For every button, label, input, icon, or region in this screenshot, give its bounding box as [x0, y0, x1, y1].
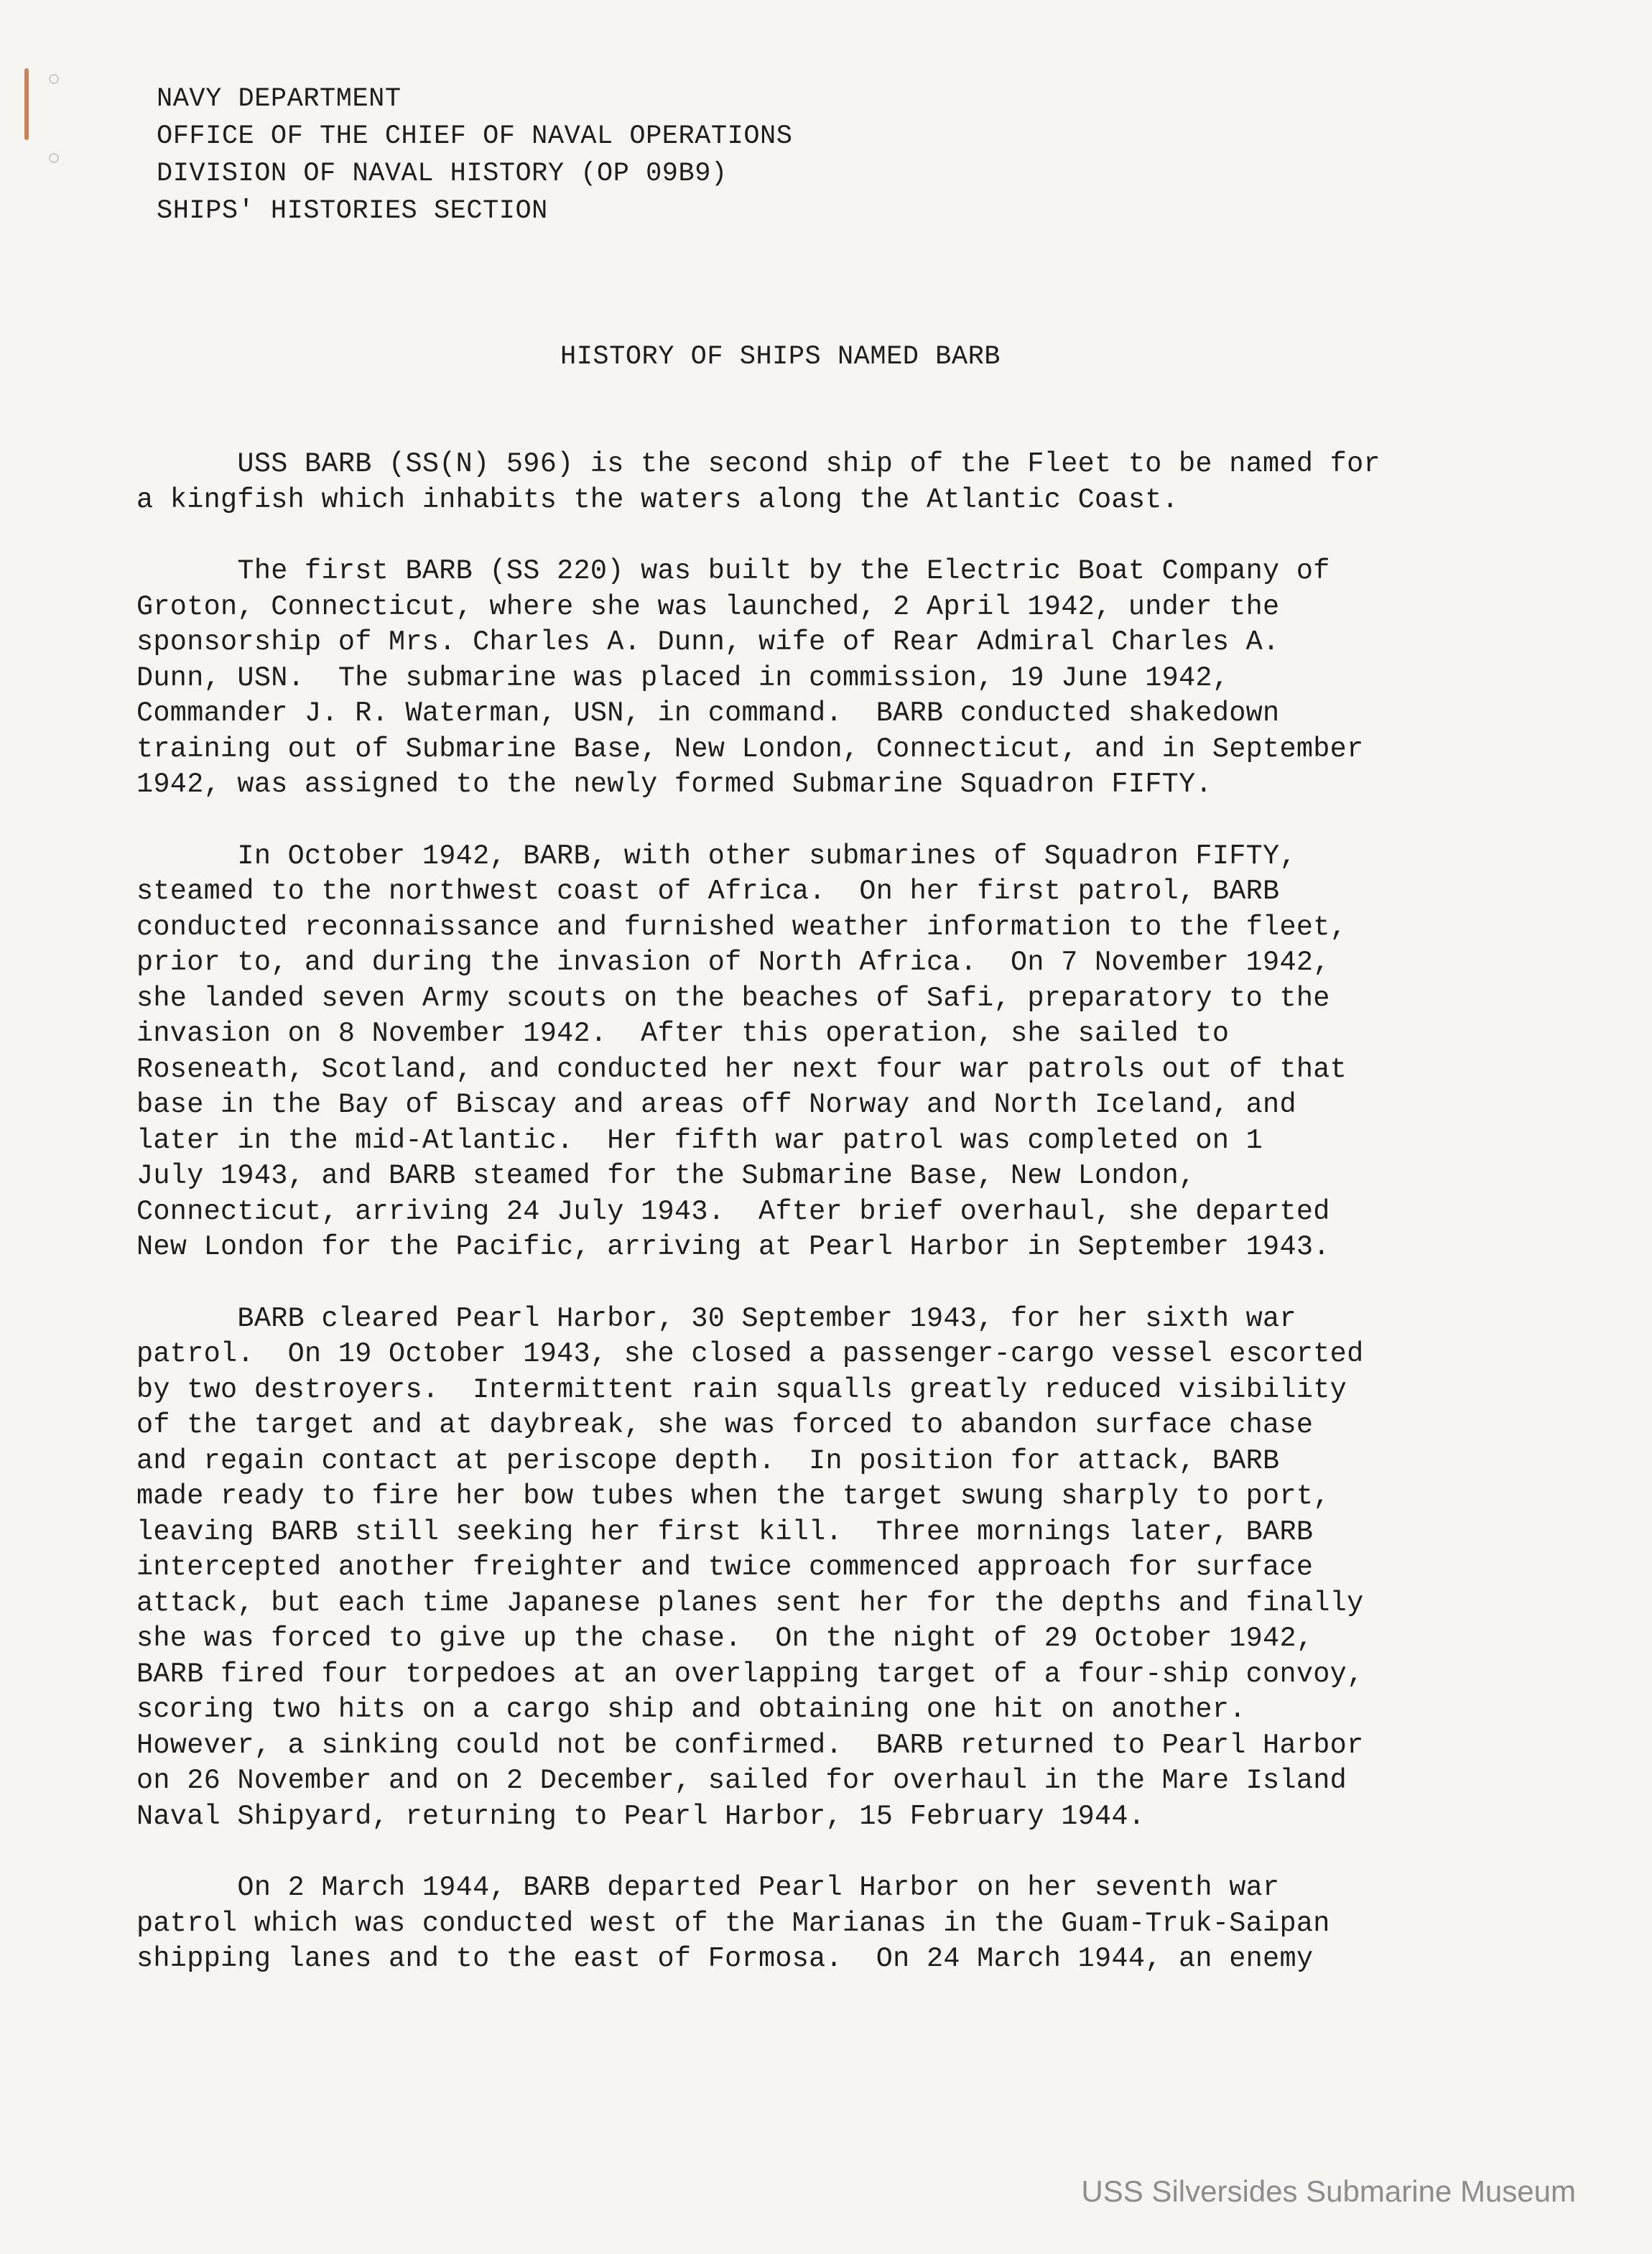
text-line: BARB fired four torpedoes at an overlapping target of a four-ship convoy, — [136, 1658, 1364, 1690]
staple-hole — [49, 153, 59, 163]
text-line: Naval Shipyard, returning to Pearl Harbor, 15 February 1944. — [136, 1800, 1146, 1832]
text-line: a kingfish which inhabits the waters along the Atlantic Coast. — [136, 483, 1179, 516]
letterhead-line: OFFICE OF THE CHIEF OF NAVAL OPERATIONS — [157, 121, 793, 152]
letterhead-line: DIVISION OF NAVAL HISTORY (OP 09B9) — [157, 159, 728, 189]
letterhead — [157, 80, 792, 230]
text-line: she was forced to give up the chase. On the night of 29 October 1942, — [136, 1623, 1314, 1654]
text-line: Connecticut, arriving 24 July 1943. After brief overhaul, she departed — [136, 1195, 1330, 1228]
text-line: July 1943, and BARB steamed for the Submarine Base, New London, — [136, 1160, 1196, 1192]
text-line: training out of Submarine Base, New London, Connecticut, and in September — [136, 733, 1364, 765]
text-line: patrol which was conducted west of the Marianas in the Guam-Truk-Saipan — [136, 1907, 1330, 1939]
text-line: steamed to the northwest coast of Africa. On her first patrol, BARB — [136, 876, 1280, 907]
text-line: invasion on 8 November 1942. After this operation, she sailed to — [136, 1018, 1230, 1049]
text-line: BARB cleared Pearl Harbor, 30 September 1943, for her sixth war — [136, 1302, 1296, 1335]
text-line: On 2 March 1944, BARB departed Pearl Harbor on her seventh war — [136, 1872, 1280, 1903]
letterhead-line: SHIPS' HISTORIES SECTION — [157, 196, 548, 226]
text-line: later in the mid-Atlantic. Her fifth war patrol was completed on 1 — [136, 1124, 1263, 1156]
rust-stain — [24, 68, 29, 140]
paragraph-4 — [136, 1302, 1472, 1835]
rust-mark — [20, 68, 30, 147]
text-line: she landed seven Army scouts on the beaches of Safi, preparatory to the — [136, 982, 1330, 1014]
text-line: Roseneath, Scotland, and conducted her next four war patrols out of that — [136, 1053, 1347, 1085]
text-line: intercepted another freighter and twice commenced approach for surface — [136, 1552, 1314, 1583]
text-line: 1942, was assigned to the newly formed Submarine Squadron FIFTY. — [136, 769, 1212, 800]
letterhead-line: NAVY DEPARTMENT — [157, 84, 402, 114]
text-line: The first BARB (SS 220) was built by the Electric Boat Company of — [136, 555, 1330, 587]
text-line: prior to, and during the invasion of North Africa. On 7 November 1942, — [136, 947, 1330, 978]
body-text — [136, 447, 1472, 2013]
paragraph-1 — [136, 447, 1472, 518]
text-line: conducted reconnaissance and furnished weather information to the fleet, — [136, 911, 1347, 943]
museum-watermark: USS Silversides Submarine Museum — [1081, 2174, 1576, 2208]
text-line: leaving BARB still seeking her first kill. Three mornings later, BARB — [136, 1516, 1314, 1548]
text-line: Commander J. R. Waterman, USN, in command. BARB conducted shakedown — [136, 697, 1280, 729]
text-line: USS BARB (SS(N) 596) is the second ship of the Fleet to be named for — [136, 448, 1380, 480]
staple-hole — [49, 74, 59, 84]
paragraph-5 — [136, 1870, 1472, 1977]
text-line: Groton, Connecticut, where she was launched, 2 April 1942, under the — [136, 590, 1280, 623]
text-line: sponsorship of Mrs. Charles A. Dunn, wife of Rear Admiral Charles A. — [136, 626, 1280, 658]
document-title: HISTORY OF SHIPS NAMED BARB — [560, 342, 1001, 372]
text-line: In October 1942, BARB, with other submarines of Squadron FIFTY, — [136, 840, 1296, 872]
text-line: of the target and at daybreak, she was forced to abandon surface chase — [136, 1409, 1314, 1441]
text-line: attack, but each time Japanese planes sent her for the depths and finally — [136, 1587, 1364, 1619]
paragraph-3 — [136, 839, 1472, 1266]
text-line: made ready to fire her bow tubes when the target swung sharply to port, — [136, 1480, 1330, 1512]
text-line: However, a sinking could not be confirmed. BARB returned to Pearl Harbor — [136, 1729, 1364, 1761]
text-line: Dunn, USN. The submarine was placed in commission, 19 June 1942, — [136, 662, 1230, 694]
text-line: patrol. On 19 October 1943, she closed a passenger-cargo vessel escorted — [136, 1338, 1364, 1370]
text-line: shipping lanes and to the east of Formosa. On 24 March 1944, an enemy — [136, 1943, 1314, 1975]
paragraph-2 — [136, 554, 1472, 803]
text-line: and regain contact at periscope depth. In position for attack, BARB — [136, 1444, 1280, 1477]
text-line: New London for the Pacific, arriving at Pearl Harbor in September 1943. — [136, 1231, 1330, 1263]
text-line: by two destroyers. Intermittent rain squalls greatly reduced visibility — [136, 1373, 1347, 1406]
text-line: on 26 November and on 2 December, sailed for overhaul in the Mare Island — [136, 1765, 1347, 1796]
text-line: base in the Bay of Biscay and areas off Norway and North Iceland, and — [136, 1089, 1296, 1121]
text-line: scoring two hits on a cargo ship and obtaining one hit on another. — [136, 1694, 1246, 1725]
